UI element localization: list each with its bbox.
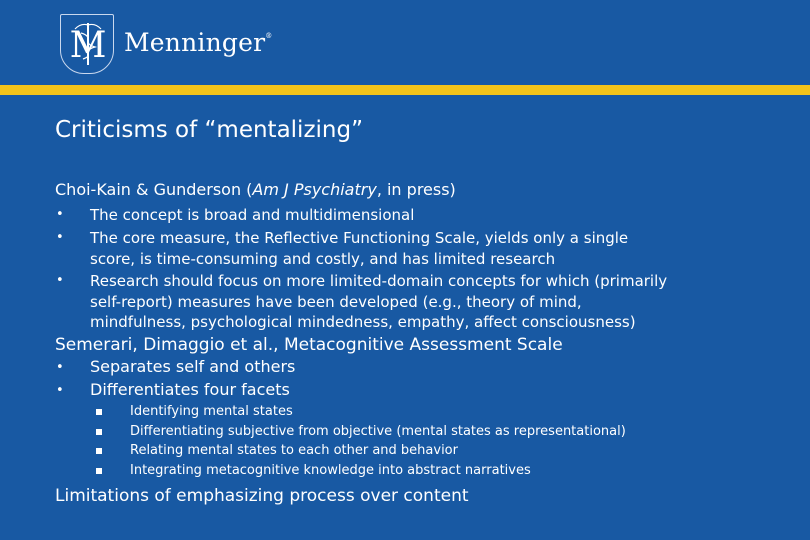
square-bullet-icon bbox=[96, 409, 102, 415]
sub-list-item: Identifying mental states bbox=[130, 404, 293, 419]
bullet-dot-icon: • bbox=[56, 383, 64, 398]
section-heading-semerari: Semerari, Dimaggio et al., Metacognitive Assessment Scale bbox=[55, 335, 563, 355]
brand-name: Menninger® bbox=[124, 28, 273, 57]
section-heading-choi-kain: Choi-Kain & Gunderson (Am J Psychiatry, in press) bbox=[55, 180, 456, 199]
section-heading-limitations: Limitations of emphasizing process over content bbox=[55, 486, 469, 506]
menninger-logo-mark bbox=[60, 14, 114, 74]
list-item: Differentiates four facets bbox=[90, 380, 290, 399]
bullet-dot-icon: • bbox=[56, 273, 64, 288]
list-item: The concept is broad and multidimensional bbox=[90, 206, 415, 224]
bullet-dot-icon: • bbox=[56, 230, 64, 245]
sub-list-item: Integrating metacognitive knowledge into abstract narratives bbox=[130, 463, 531, 478]
square-bullet-icon bbox=[96, 448, 102, 454]
list-item: Research should focus on more limited-domain concepts for which (primarily self-report) measures have been developed (e.g., theory of mind, mindfulness, psychological mindedness, empathy, affect consciousness) bbox=[90, 272, 668, 331]
slide-title: Criticisms of “mentalizing” bbox=[55, 117, 364, 143]
sub-list-item: Relating mental states to each other and behavior bbox=[130, 443, 458, 458]
bullet-dot-icon: • bbox=[56, 360, 64, 375]
square-bullet-icon bbox=[96, 468, 102, 474]
caduceus-icon bbox=[61, 15, 115, 75]
bullet-dot-icon: • bbox=[56, 207, 64, 222]
list-item: The core measure, the Reflective Functioning Scale, yields only a single score, is time-consuming and costly, and has limited research bbox=[90, 229, 629, 268]
accent-band bbox=[0, 85, 810, 95]
list-item: Separates self and others bbox=[90, 357, 296, 376]
square-bullet-icon bbox=[96, 429, 102, 435]
sub-list-item: Differentiating subjective from objective (mental states as representational) bbox=[130, 424, 626, 439]
svg-text:M: M bbox=[69, 25, 107, 66]
